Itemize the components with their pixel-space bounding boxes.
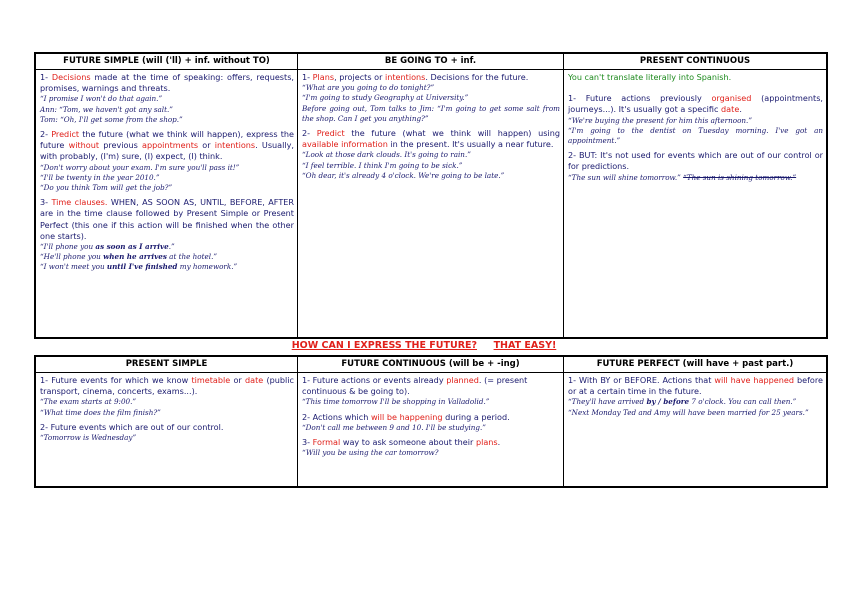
- translation-note: You can't translate literally into Spanish.: [568, 72, 732, 82]
- example: “Don't worry about your exam. I'm sure you'll pass it!”: [40, 162, 240, 172]
- bottom-table: [34, 355, 828, 488]
- top-table: [34, 52, 828, 339]
- rule-1: 1- With BY or BEFORE. Actions that will have happened before or at a certain time in the future.: [568, 375, 823, 397]
- example: “The sun will shine tomorrow.” “The sun is shining tomorrow.”: [568, 172, 797, 182]
- rule-2: 2- Actions which will be happening during a period.: [302, 411, 510, 422]
- example: “This time tomorrow I'll be shopping in Valladolid.”: [302, 397, 490, 407]
- example: “I promise I won't do that again.”: [40, 94, 163, 104]
- rule-3: 3- Time clauses. WHEN, AS SOON AS, UNTIL, BEFORE, AFTER are in the time clause followed by Present Simple or Present Perfect (this one if this action will be finished when the other one starts).: [40, 197, 294, 241]
- rule-3: 3- Formal way to ask someone about their plans.: [302, 437, 501, 448]
- example: “Oh dear, it's already 4 o'clock. We're going to be late.”: [302, 170, 505, 180]
- example: “I'm going to study Geography at University.”: [302, 93, 469, 103]
- header-future-continuous: FUTURE CONTINUOUS (will be + -ing): [298, 357, 564, 372]
- header-future-simple: FUTURE SIMPLE (will ('ll) + inf. without TO): [36, 54, 298, 69]
- example: “Tomorrow is Wednesday”: [40, 433, 137, 443]
- future-perfect-column: [564, 373, 826, 487]
- rule-1: 1- Decisions made at the time of speaking: offers, requests, promises, warnings and threats.: [40, 72, 294, 94]
- top-header-row: [36, 54, 826, 70]
- example: Ann: “Tom, we haven't got any salt.”: [40, 104, 173, 114]
- example: “Next Monday Ted and Amy will have been married for 25 years.”: [568, 407, 809, 417]
- example: “What are you going to do tonight?”: [302, 83, 435, 93]
- future-continuous-column: [298, 373, 564, 487]
- example: Before going out, Tom talks to Jim: “I'm going to get some salt from the shop. Can I get you anything?”: [302, 103, 560, 123]
- example: “I'll be twenty in the year 2010.”: [40, 172, 160, 182]
- example: “Don't call me between 9 and 10. I'll be studying.”: [302, 422, 486, 432]
- header-future-perfect: FUTURE PERFECT (will have + past part.): [596, 359, 794, 369]
- rule-1: 1- Future actions previously organised (appointments, journeys...). It's usually got a specific date.: [568, 93, 823, 115]
- rule-2: 2- Future events which are out of our control.: [40, 421, 224, 432]
- bottom-header-row: [36, 357, 826, 373]
- rule-2: 2- BUT: It's not used for events which are out of our control or for predictions.: [568, 150, 823, 172]
- example: “I'll phone you as soon as I arrive.”: [40, 242, 175, 252]
- main-title: HOW CAN I EXPRESS THE FUTURE? THAT EASY!: [291, 340, 557, 351]
- rule-1: 1- Plans, projects or intentions. Decisions for the future.: [302, 72, 529, 82]
- example: “Look at those dark clouds. It's going to rain.”: [302, 150, 471, 160]
- rule-1: 1- Future events for which we know timetable or date (public transport, cinema, concerts, exams...).: [40, 375, 294, 397]
- example: “Do you think Tom will get the job?”: [40, 183, 173, 193]
- example: “What time does the film finish?”: [40, 407, 161, 417]
- crossed-out-example: “The sun is shining tomorrow.”: [683, 172, 797, 182]
- example: Tom: “Oh, I'll get some from the shop.”: [40, 114, 183, 124]
- example: “He'll phone you when he arrives at the hotel.”: [40, 252, 218, 262]
- present-continuous-column: [564, 70, 826, 338]
- top-body-row: [36, 70, 826, 338]
- example: “I feel terrible. I think I'm going to be sick.”: [302, 160, 463, 170]
- present-simple-column: [36, 373, 298, 487]
- example: “I'm going to the dentist on Tuesday morning. I've got an appointment.”: [568, 125, 823, 146]
- rule-2: 2- Predict the future (what we think will happen) using available information in the present. It's usually a near future.: [302, 128, 560, 150]
- example: “We're buying the present for him this afternoon.”: [568, 115, 752, 125]
- example: “The exam starts at 9:00.”: [40, 397, 137, 407]
- future-simple-column: [36, 70, 298, 338]
- example: “I won't meet you until I've finished my homework.”: [40, 262, 238, 272]
- header-present-simple: PRESENT SIMPLE: [36, 357, 298, 372]
- be-going-to-column: [298, 70, 564, 338]
- rule-1: 1- Future actions or events already planned. (= present continuous & be going to).: [302, 375, 528, 397]
- example: “They'll have arrived by / before 7 o'clock. You can call then.”: [568, 397, 797, 407]
- rule-2: 2- Predict the future (what we think will happen), express the future without previous appointments or intentions. Usually, with probably, (I'm) sure, (I) expect, (I) think.: [40, 129, 294, 162]
- example: “Will you be using the car tomorrow?: [302, 448, 439, 458]
- bottom-body-row: [36, 373, 826, 487]
- header-present-continuous: PRESENT CONTINUOUS: [639, 56, 751, 66]
- header-be-going-to: BE GOING TO + inf.: [298, 54, 564, 69]
